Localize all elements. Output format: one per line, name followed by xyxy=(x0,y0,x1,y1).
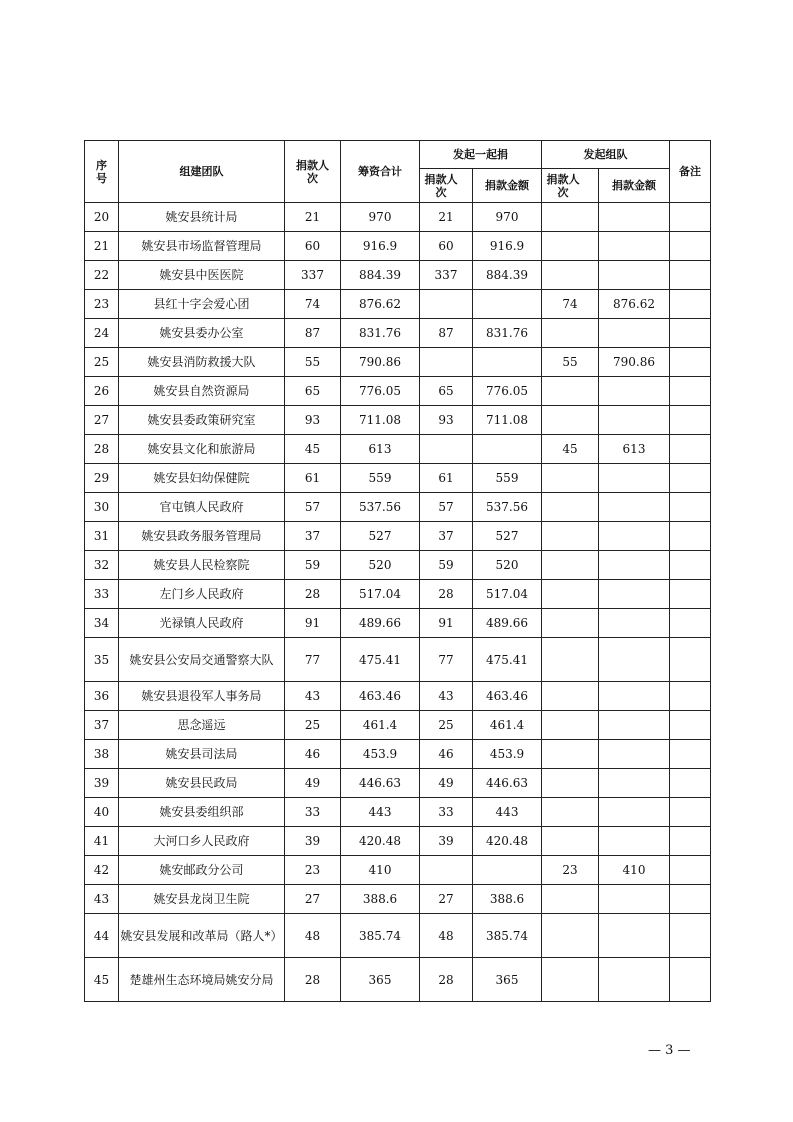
table-row xyxy=(85,319,711,348)
cell-donors: 37 xyxy=(285,522,341,551)
cell-team: 县红十字会爱心团 xyxy=(119,290,285,319)
cell-a-donors xyxy=(420,856,473,885)
table-row xyxy=(85,769,711,798)
cell-remark xyxy=(670,290,711,319)
cell-b-donors xyxy=(542,522,599,551)
cell-a-donors: 33 xyxy=(420,798,473,827)
cell-b-amount xyxy=(599,609,670,638)
cell-b-donors xyxy=(542,261,599,290)
cell-b-amount xyxy=(599,711,670,740)
cell-total: 489.66 xyxy=(341,609,420,638)
cell-total: 453.9 xyxy=(341,740,420,769)
cell-team: 姚安县龙岗卫生院 xyxy=(119,885,285,914)
cell-a-donors: 61 xyxy=(420,464,473,493)
cell-remark xyxy=(670,769,711,798)
table-row xyxy=(85,711,711,740)
table-row xyxy=(85,232,711,261)
cell-b-donors xyxy=(542,377,599,406)
cell-total: 527 xyxy=(341,522,420,551)
cell-remark xyxy=(670,464,711,493)
cell-remark xyxy=(670,609,711,638)
header-donors: 捐款人次 xyxy=(285,141,341,203)
cell-total: 711.08 xyxy=(341,406,420,435)
table-row xyxy=(85,348,711,377)
cell-b-donors xyxy=(542,740,599,769)
cell-team: 光禄镇人民政府 xyxy=(119,609,285,638)
table-row xyxy=(85,609,711,638)
table-row xyxy=(85,522,711,551)
table-row xyxy=(85,682,711,711)
cell-a-amount: 365 xyxy=(473,958,542,1002)
cell-seq: 36 xyxy=(85,682,119,711)
header-a-donors: 捐款人次 xyxy=(420,169,473,203)
cell-team: 姚安县委政策研究室 xyxy=(119,406,285,435)
cell-b-donors xyxy=(542,682,599,711)
cell-a-donors: 91 xyxy=(420,609,473,638)
header-total: 筹资合计 xyxy=(341,141,420,203)
cell-a-amount: 446.63 xyxy=(473,769,542,798)
cell-donors: 21 xyxy=(285,203,341,232)
cell-donors: 25 xyxy=(285,711,341,740)
cell-seq: 20 xyxy=(85,203,119,232)
cell-a-donors: 87 xyxy=(420,319,473,348)
cell-a-donors: 37 xyxy=(420,522,473,551)
cell-total: 463.46 xyxy=(341,682,420,711)
header-group-a: 发起一起捐 xyxy=(420,141,542,169)
cell-a-amount: 831.76 xyxy=(473,319,542,348)
cell-total: 517.04 xyxy=(341,580,420,609)
cell-team: 姚安县统计局 xyxy=(119,203,285,232)
cell-seq: 21 xyxy=(85,232,119,261)
cell-donors: 55 xyxy=(285,348,341,377)
table-row xyxy=(85,203,711,232)
cell-b-donors xyxy=(542,319,599,348)
cell-team: 姚安县委办公室 xyxy=(119,319,285,348)
cell-b-amount xyxy=(599,638,670,682)
cell-remark xyxy=(670,914,711,958)
cell-total: 410 xyxy=(341,856,420,885)
cell-donors: 27 xyxy=(285,885,341,914)
cell-a-amount: 489.66 xyxy=(473,609,542,638)
cell-seq: 40 xyxy=(85,798,119,827)
cell-a-amount: 443 xyxy=(473,798,542,827)
cell-team: 姚安县自然资源局 xyxy=(119,377,285,406)
cell-remark xyxy=(670,580,711,609)
cell-donors: 49 xyxy=(285,769,341,798)
cell-b-amount xyxy=(599,798,670,827)
header-seq: 序号 xyxy=(85,141,119,203)
cell-team: 大河口乡人民政府 xyxy=(119,827,285,856)
cell-seq: 31 xyxy=(85,522,119,551)
cell-donors: 33 xyxy=(285,798,341,827)
cell-b-donors xyxy=(542,232,599,261)
cell-a-donors: 28 xyxy=(420,958,473,1002)
cell-a-donors: 93 xyxy=(420,406,473,435)
donation-table xyxy=(84,140,711,1002)
cell-seq: 25 xyxy=(85,348,119,377)
cell-donors: 65 xyxy=(285,377,341,406)
cell-b-amount xyxy=(599,232,670,261)
cell-seq: 45 xyxy=(85,958,119,1002)
cell-team: 左门乡人民政府 xyxy=(119,580,285,609)
cell-b-amount xyxy=(599,377,670,406)
cell-a-donors: 57 xyxy=(420,493,473,522)
cell-remark xyxy=(670,261,711,290)
cell-a-amount xyxy=(473,348,542,377)
cell-seq: 26 xyxy=(85,377,119,406)
cell-b-amount: 876.62 xyxy=(599,290,670,319)
cell-remark xyxy=(670,827,711,856)
cell-team: 姚安县消防救援大队 xyxy=(119,348,285,377)
cell-team: 姚安县中医医院 xyxy=(119,261,285,290)
cell-seq: 39 xyxy=(85,769,119,798)
cell-b-amount xyxy=(599,522,670,551)
cell-total: 613 xyxy=(341,435,420,464)
cell-donors: 46 xyxy=(285,740,341,769)
cell-remark xyxy=(670,798,711,827)
cell-b-amount xyxy=(599,740,670,769)
cell-a-amount: 520 xyxy=(473,551,542,580)
cell-seq: 28 xyxy=(85,435,119,464)
cell-seq: 22 xyxy=(85,261,119,290)
cell-donors: 59 xyxy=(285,551,341,580)
cell-team: 楚雄州生态环境局姚安分局 xyxy=(119,958,285,1002)
cell-b-amount xyxy=(599,827,670,856)
table-body xyxy=(85,203,711,1002)
cell-remark xyxy=(670,406,711,435)
cell-b-amount: 613 xyxy=(599,435,670,464)
cell-total: 831.76 xyxy=(341,319,420,348)
cell-a-amount: 388.6 xyxy=(473,885,542,914)
cell-remark xyxy=(670,638,711,682)
cell-b-amount xyxy=(599,958,670,1002)
cell-a-donors: 65 xyxy=(420,377,473,406)
table-row xyxy=(85,885,711,914)
cell-total: 461.4 xyxy=(341,711,420,740)
cell-team: 姚安县妇幼保健院 xyxy=(119,464,285,493)
cell-seq: 32 xyxy=(85,551,119,580)
cell-total: 876.62 xyxy=(341,290,420,319)
cell-donors: 48 xyxy=(285,914,341,958)
cell-b-donors xyxy=(542,464,599,493)
cell-total: 776.05 xyxy=(341,377,420,406)
cell-b-donors: 45 xyxy=(542,435,599,464)
table-row xyxy=(85,493,711,522)
cell-donors: 39 xyxy=(285,827,341,856)
cell-b-amount xyxy=(599,203,670,232)
table-row xyxy=(85,740,711,769)
cell-a-amount: 463.46 xyxy=(473,682,542,711)
cell-total: 520 xyxy=(341,551,420,580)
cell-donors: 23 xyxy=(285,856,341,885)
cell-b-donors xyxy=(542,827,599,856)
cell-b-donors xyxy=(542,769,599,798)
cell-a-amount: 776.05 xyxy=(473,377,542,406)
cell-donors: 93 xyxy=(285,406,341,435)
cell-a-amount: 527 xyxy=(473,522,542,551)
cell-a-amount: 970 xyxy=(473,203,542,232)
cell-b-amount xyxy=(599,464,670,493)
cell-b-donors xyxy=(542,203,599,232)
cell-remark xyxy=(670,885,711,914)
cell-a-amount: 711.08 xyxy=(473,406,542,435)
cell-seq: 33 xyxy=(85,580,119,609)
cell-seq: 38 xyxy=(85,740,119,769)
cell-a-amount: 916.9 xyxy=(473,232,542,261)
cell-seq: 42 xyxy=(85,856,119,885)
cell-b-donors xyxy=(542,798,599,827)
cell-a-donors: 49 xyxy=(420,769,473,798)
cell-a-donors: 59 xyxy=(420,551,473,580)
cell-remark xyxy=(670,435,711,464)
header-b-donors: 捐款人次 xyxy=(542,169,599,203)
cell-seq: 37 xyxy=(85,711,119,740)
cell-donors: 43 xyxy=(285,682,341,711)
header-group-b: 发起组队 xyxy=(542,141,670,169)
cell-seq: 23 xyxy=(85,290,119,319)
cell-team: 姚安邮政分公司 xyxy=(119,856,285,885)
table-row xyxy=(85,958,711,1002)
cell-seq: 30 xyxy=(85,493,119,522)
table-row xyxy=(85,856,711,885)
cell-donors: 57 xyxy=(285,493,341,522)
table-row xyxy=(85,914,711,958)
cell-a-donors: 43 xyxy=(420,682,473,711)
cell-a-donors: 27 xyxy=(420,885,473,914)
cell-remark xyxy=(670,377,711,406)
table-row xyxy=(85,551,711,580)
cell-total: 443 xyxy=(341,798,420,827)
header-a-amount: 捐款金额 xyxy=(473,169,542,203)
cell-a-donors: 21 xyxy=(420,203,473,232)
cell-a-amount: 420.48 xyxy=(473,827,542,856)
cell-b-donors xyxy=(542,580,599,609)
page-number: — 3 — xyxy=(648,1043,691,1058)
cell-team: 姚安县委组织部 xyxy=(119,798,285,827)
cell-donors: 60 xyxy=(285,232,341,261)
cell-a-amount: 537.56 xyxy=(473,493,542,522)
cell-b-donors xyxy=(542,958,599,1002)
cell-donors: 74 xyxy=(285,290,341,319)
cell-donors: 91 xyxy=(285,609,341,638)
cell-b-donors xyxy=(542,711,599,740)
table-row xyxy=(85,261,711,290)
cell-b-donors xyxy=(542,885,599,914)
table-row xyxy=(85,798,711,827)
cell-team: 姚安县市场监督管理局 xyxy=(119,232,285,261)
cell-b-donors xyxy=(542,638,599,682)
cell-a-donors: 60 xyxy=(420,232,473,261)
table-row xyxy=(85,638,711,682)
cell-b-amount xyxy=(599,769,670,798)
cell-a-amount: 453.9 xyxy=(473,740,542,769)
table-row xyxy=(85,827,711,856)
cell-b-donors: 23 xyxy=(542,856,599,885)
cell-seq: 24 xyxy=(85,319,119,348)
cell-a-donors: 25 xyxy=(420,711,473,740)
cell-total: 420.48 xyxy=(341,827,420,856)
cell-b-amount xyxy=(599,885,670,914)
cell-seq: 44 xyxy=(85,914,119,958)
cell-total: 970 xyxy=(341,203,420,232)
table-row xyxy=(85,435,711,464)
cell-team: 姚安县人民检察院 xyxy=(119,551,285,580)
cell-b-amount: 790.86 xyxy=(599,348,670,377)
cell-team: 官屯镇人民政府 xyxy=(119,493,285,522)
cell-total: 385.74 xyxy=(341,914,420,958)
cell-total: 388.6 xyxy=(341,885,420,914)
cell-a-amount: 517.04 xyxy=(473,580,542,609)
cell-a-amount: 884.39 xyxy=(473,261,542,290)
cell-team: 姚安县司法局 xyxy=(119,740,285,769)
cell-team: 姚安县退役军人事务局 xyxy=(119,682,285,711)
cell-donors: 77 xyxy=(285,638,341,682)
cell-a-donors xyxy=(420,290,473,319)
cell-b-amount xyxy=(599,580,670,609)
cell-remark xyxy=(670,522,711,551)
cell-remark xyxy=(670,740,711,769)
cell-donors: 28 xyxy=(285,580,341,609)
cell-b-amount xyxy=(599,406,670,435)
cell-b-amount xyxy=(599,914,670,958)
cell-seq: 29 xyxy=(85,464,119,493)
cell-donors: 87 xyxy=(285,319,341,348)
cell-seq: 41 xyxy=(85,827,119,856)
cell-a-donors: 337 xyxy=(420,261,473,290)
cell-a-amount xyxy=(473,856,542,885)
cell-b-amount xyxy=(599,551,670,580)
cell-total: 916.9 xyxy=(341,232,420,261)
cell-donors: 61 xyxy=(285,464,341,493)
cell-b-amount xyxy=(599,493,670,522)
table-row xyxy=(85,377,711,406)
cell-remark xyxy=(670,232,711,261)
cell-remark xyxy=(670,711,711,740)
cell-remark xyxy=(670,348,711,377)
cell-a-amount: 559 xyxy=(473,464,542,493)
cell-team: 姚安县文化和旅游局 xyxy=(119,435,285,464)
cell-b-amount xyxy=(599,319,670,348)
cell-remark xyxy=(670,493,711,522)
cell-remark xyxy=(670,682,711,711)
cell-team: 姚安县民政局 xyxy=(119,769,285,798)
cell-a-amount: 475.41 xyxy=(473,638,542,682)
cell-b-donors xyxy=(542,551,599,580)
cell-seq: 27 xyxy=(85,406,119,435)
cell-b-amount: 410 xyxy=(599,856,670,885)
cell-total: 790.86 xyxy=(341,348,420,377)
header-team: 组建团队 xyxy=(119,141,285,203)
cell-a-donors: 48 xyxy=(420,914,473,958)
cell-a-amount xyxy=(473,435,542,464)
cell-b-donors xyxy=(542,493,599,522)
cell-seq: 35 xyxy=(85,638,119,682)
cell-total: 884.39 xyxy=(341,261,420,290)
cell-b-amount xyxy=(599,261,670,290)
cell-a-donors: 39 xyxy=(420,827,473,856)
cell-total: 537.56 xyxy=(341,493,420,522)
cell-a-donors: 77 xyxy=(420,638,473,682)
cell-seq: 34 xyxy=(85,609,119,638)
cell-a-donors: 28 xyxy=(420,580,473,609)
cell-remark xyxy=(670,551,711,580)
cell-total: 446.63 xyxy=(341,769,420,798)
cell-a-donors xyxy=(420,348,473,377)
cell-team: 姚安县发展和改革局（路人*） xyxy=(119,914,285,958)
cell-remark xyxy=(670,856,711,885)
cell-a-amount xyxy=(473,290,542,319)
cell-b-donors: 74 xyxy=(542,290,599,319)
cell-total: 559 xyxy=(341,464,420,493)
table-row xyxy=(85,580,711,609)
table-row xyxy=(85,290,711,319)
cell-remark xyxy=(670,203,711,232)
table-row xyxy=(85,464,711,493)
cell-donors: 45 xyxy=(285,435,341,464)
cell-a-donors: 46 xyxy=(420,740,473,769)
header-remark: 备注 xyxy=(670,141,711,203)
cell-a-amount: 385.74 xyxy=(473,914,542,958)
cell-b-donors: 55 xyxy=(542,348,599,377)
cell-total: 475.41 xyxy=(341,638,420,682)
header-b-amount: 捐款金额 xyxy=(599,169,670,203)
cell-total: 365 xyxy=(341,958,420,1002)
cell-remark xyxy=(670,319,711,348)
cell-team: 姚安县政务服务管理局 xyxy=(119,522,285,551)
table-row xyxy=(85,406,711,435)
cell-b-donors xyxy=(542,406,599,435)
cell-donors: 28 xyxy=(285,958,341,1002)
cell-team: 姚安县公安局交通警察大队 xyxy=(119,638,285,682)
cell-a-donors xyxy=(420,435,473,464)
cell-b-donors xyxy=(542,609,599,638)
cell-team: 思念遥远 xyxy=(119,711,285,740)
cell-a-amount: 461.4 xyxy=(473,711,542,740)
cell-seq: 43 xyxy=(85,885,119,914)
cell-donors: 337 xyxy=(285,261,341,290)
cell-b-donors xyxy=(542,914,599,958)
cell-b-amount xyxy=(599,682,670,711)
cell-remark xyxy=(670,958,711,1002)
